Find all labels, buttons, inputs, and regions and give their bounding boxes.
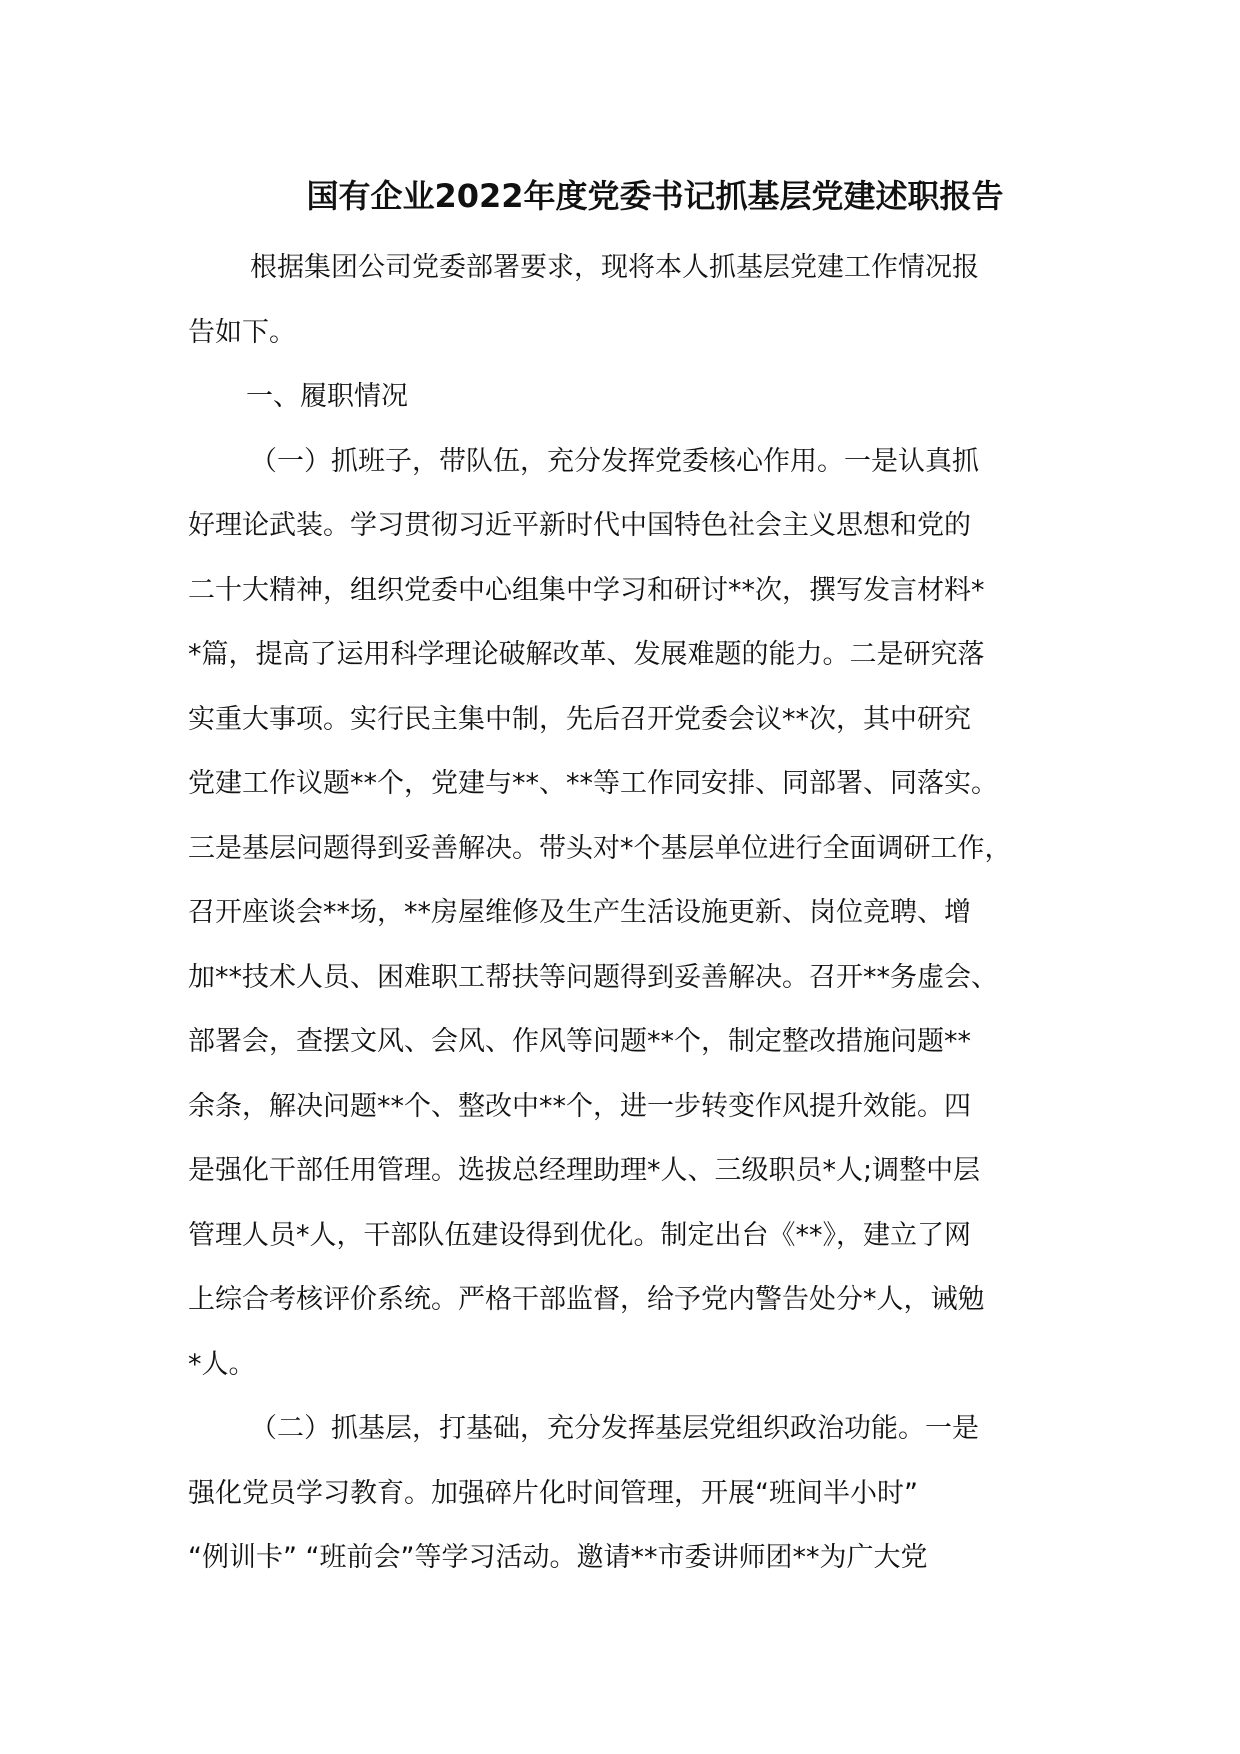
- paragraph-line: 党建工作议题**个，党建与**、**等工作同安排、同部署、同落实。: [188, 768, 998, 799]
- section-heading: 一、履职情况: [246, 381, 408, 412]
- paragraph-line: 二十大精神，组织党委中心组集中学习和研讨**次，撰写发言材料*: [188, 574, 985, 606]
- paragraph-line: 实重大事项。实行民主集中制，先后召开党委会议**次，其中研究: [188, 703, 971, 735]
- paragraph-line: “例训卡” “班前会”等学习活动。邀请**市委讲师团**为广大党: [188, 1542, 928, 1573]
- paragraph-line: 管理人员*人，干部队伍建设得到优化。制定出台《**》，建立了网: [188, 1219, 971, 1251]
- paragraph-line: 告如下。: [188, 316, 296, 348]
- paragraph-line: 好理论武装。学习贯彻习近平新时代中国特色社会主义思想和党的: [188, 510, 971, 541]
- paragraph-line: 上综合考核评价系统。严格干部监督，给予党内警告处分*人，诫勉: [188, 1284, 985, 1315]
- paragraph-line: （二）抓基层，打基础，充分发挥基层党组织政治功能。一是: [250, 1413, 979, 1444]
- paragraph-line: 强化党员学习教育。加强碎片化时间管理，开展“班间半小时”: [188, 1477, 918, 1509]
- paragraph-line: 三是基层问题得到妥善解决。带头对*个基层单位进行全面调研工作，: [188, 832, 1012, 864]
- paragraph-line: *人。: [188, 1348, 256, 1380]
- paragraph-line: 召开座谈会**场，**房屋维修及生产生活设施更新、岗位竞聘、增: [188, 897, 971, 928]
- document-body: [188, 236, 1068, 1591]
- paragraph-line: 是强化干部任用管理。选拔总经理助理*人、三级职员*人;调整中层: [188, 1155, 981, 1186]
- paragraph-line: 余条，解决问题**个、整改中**个，进一步转变作风提升效能。四: [188, 1090, 971, 1122]
- paragraph-line: 根据集团公司党委部署要求，现将本人抓基层党建工作情况报: [250, 252, 979, 283]
- paragraph-line: （一）抓班子，带队伍，充分发挥党委核心作用。一是认真抓: [250, 445, 979, 477]
- paragraph-line: 部署会，查摆文风、会风、作风等问题**个，制定整改措施问题**: [188, 1026, 971, 1057]
- paragraph-line: 加**技术人员、困难职工帮扶等问题得到妥善解决。召开**务虚会、: [188, 961, 998, 993]
- document-title: 国有企业2022年度党委书记抓基层党建述职报告: [306, 177, 1004, 215]
- paragraph-line: *篇，提高了运用科学理论破解改革、发展难题的能力。二是研究落: [188, 639, 985, 670]
